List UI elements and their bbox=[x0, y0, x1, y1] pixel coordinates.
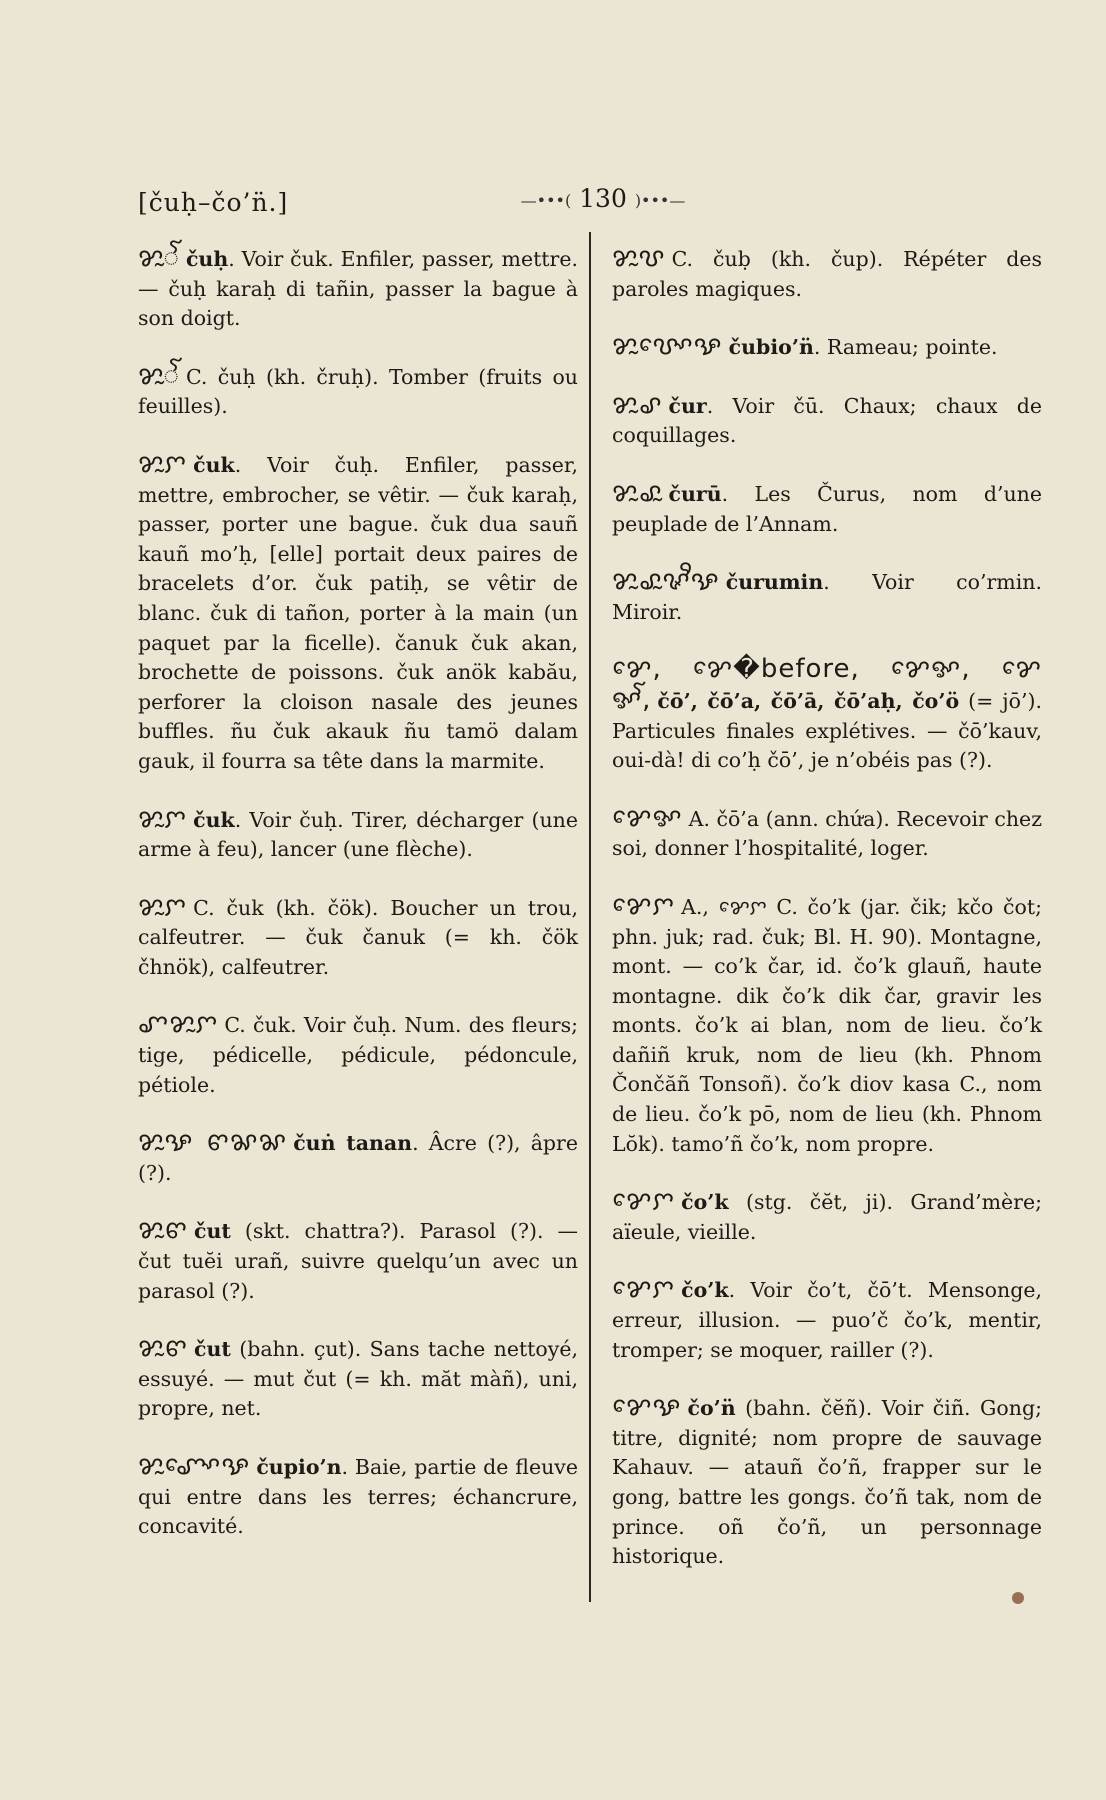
romanized-headword: čubio’n̈ bbox=[728, 335, 814, 360]
romanized-headword: čō’, čō’a, čō’ā, čō’aḥ, čo’ö bbox=[657, 688, 960, 713]
dictionary-entry bbox=[612, 804, 1042, 864]
dictionary-entry bbox=[138, 244, 578, 334]
dictionary-entry bbox=[612, 1393, 1042, 1572]
romanized-headword: čo’k bbox=[681, 1278, 729, 1303]
cham-script-headword: ꨌꨭꨝ bbox=[612, 243, 666, 273]
left-column bbox=[138, 244, 578, 1570]
cham-script-headword: ꨌꨭꨆ bbox=[138, 448, 188, 479]
paper-stain bbox=[1012, 1592, 1024, 1604]
romanized-headword: čurumin bbox=[725, 570, 824, 595]
cham-script-headword: ꨌꨭꨝꨳꨯꨊ bbox=[612, 331, 723, 362]
romanized-headword: čut bbox=[194, 1219, 231, 1244]
dictionary-entry bbox=[612, 1275, 1042, 1365]
dictionary-entry bbox=[138, 362, 578, 422]
cham-script-headword: ꨌꨯꨀ bbox=[612, 802, 683, 833]
cham-script-headword: ꨌꨭꨓ bbox=[138, 1215, 188, 1246]
entry-definition: . Les Čurus, nom d’une peuplade de l’Annam. bbox=[612, 481, 1042, 536]
cham-script-headword: ꨌꨭꨆ bbox=[138, 803, 188, 834]
cham-script-headword: ꨌꨭꨣꨭ bbox=[612, 477, 663, 508]
entry-definition: (bahn. çut). Sans tache nettoyé, essuyé. — mut čut (= kh. măt màñ), uni, propre, net. bbox=[138, 1337, 578, 1421]
dictionary-entry bbox=[612, 567, 1042, 627]
cham-script-headword: ꨌꨭꨣ bbox=[612, 389, 663, 420]
romanized-headword: čuṅ tanan bbox=[293, 1131, 413, 1156]
dictionary-entry bbox=[138, 893, 578, 983]
romanized-headword: čur bbox=[668, 393, 707, 418]
dictionary-entry bbox=[138, 1128, 578, 1188]
cham-script-headword: ꨌꨭꨆ bbox=[138, 891, 188, 922]
entry-definition: . Voir co’rmin. Miroir. bbox=[612, 570, 1042, 624]
romanized-headword: čo’n̈ bbox=[687, 1396, 736, 1421]
romanized-headword: čurū bbox=[668, 481, 722, 506]
dictionary-entry bbox=[138, 1334, 578, 1424]
entry-definition: . Rameau; pointe. bbox=[813, 335, 998, 360]
dictionary-entry bbox=[612, 332, 1042, 363]
entry-definition: . Voir čuḥ. Tirer, décharger (une arme à feu), lancer (une flèche). bbox=[138, 807, 578, 862]
entry-definition: (skt. chattra?). Parasol (?). — čut tuĕi urañ, suivre quelqu’un avec un parasol (?). bbox=[138, 1219, 578, 1303]
entry-definition: C. čuḥ (kh. čruḥ). Tomber (fruits ou feuilles). bbox=[138, 364, 578, 419]
ornament-right: )•••— bbox=[634, 191, 686, 210]
right-column bbox=[612, 244, 1042, 1600]
entry-definition: C. čuk (kh. čök). Boucher un trou, calfeutrer. — čuk čanuk (= kh. čök čhnök), calfeutrer. bbox=[138, 895, 578, 979]
dictionary-entry bbox=[612, 1187, 1042, 1247]
dictionary-entry bbox=[612, 892, 1042, 1159]
cham-script-headword: ꨌꨯꨆ bbox=[612, 1274, 676, 1305]
cham-script-headword: ꨚꨌꨭꨆ bbox=[138, 1009, 219, 1040]
cham-script-headword: ꨌꨯꨆ bbox=[612, 890, 676, 921]
dictionary-entry bbox=[612, 244, 1042, 304]
entry-definition: (stg. čĕt, ji). Grand’mère; aïeule, vieille. bbox=[612, 1190, 1042, 1244]
ornament-left: —•••( bbox=[520, 191, 572, 210]
entry-definition: (bahn. čĕñ). Voir čiñ. Gong; titre, dignité; nom propre de sauvage Kahauv. — atauñ čo’ñ, frapper sur le gong, battre les gongs. čo’ñ tak, nom de prince. oñ čo’ñ, un personnage historique. bbox=[612, 1396, 1042, 1569]
cham-script-headword: ꨌꨭꨚꨳꨯꨊ bbox=[138, 1451, 251, 1481]
cham-script-headword: ꨌꨯꨊ bbox=[612, 1392, 682, 1423]
romanized-headword: čuk bbox=[193, 807, 235, 832]
entry-definition: A. čō’a (ann. chứa). Recevoir chez soi, donner l’hospitalité, loger. bbox=[612, 806, 1042, 861]
cham-script-headword: ꨌꨭꨣꨭꨟꨪꨊ bbox=[612, 566, 720, 597]
cham-script-headword: ꨌꨭꨓ bbox=[138, 1333, 188, 1364]
entry-definition: C. čuk. Voir čuḥ. Num. des fleurs; tige, pédicelle, pédicule, pédoncule, pétiole. bbox=[138, 1013, 578, 1097]
dictionary-entry bbox=[138, 805, 578, 865]
dictionary-entry bbox=[138, 1010, 578, 1100]
entry-definition: A., ꨌꨯꨆ C. čo’k (jar. čik; kčo čot; phn. juk; rad. čuk; Bl. H. 90). Montagne, mont. — co’k čar, id. čo’k glauñ, haute montagne. dik čo’k dik čar, gravir les monts. čo’k ai blan, nom de lieu. čo’k dañiñ kruk, nom de lieu (kh. Phnom Čončăñ Tonsoñ). čo’k diov kasa C., nom de lieu. čo’k pō, nom de lieu (kh. Phnom Lŏk). tamo’ñ čo’k, nom propre. bbox=[612, 894, 1042, 1156]
entry-definition: . Voir čo’t, čō’t. Mensonge, erreur, illusion. — puo’č čo’k, mentir, tromper; se moquer, railler (?). bbox=[612, 1278, 1042, 1362]
romanized-headword: čo’k bbox=[681, 1190, 729, 1215]
column-divider bbox=[589, 232, 591, 1602]
dictionary-entry bbox=[138, 1216, 578, 1306]
entry-definition: (= jō’). Particules finales explétives. — čō’kauv, oui-dà! di co’ḥ čō’, je n’obéis pas (?). bbox=[612, 688, 1042, 773]
dictionary-entry bbox=[138, 1452, 578, 1542]
page-number-block bbox=[488, 184, 718, 213]
cham-script-headword: ꨌꨭꨱ bbox=[138, 243, 180, 273]
cham-script-headword: ꨌꨭꨱ bbox=[138, 360, 180, 391]
dictionary-entry bbox=[612, 391, 1042, 451]
entry-definition: . Voir čuk. Enfiler, passer, mettre. — čuḥ karaḥ di tañin, passer la bague à son doigt. bbox=[138, 247, 578, 331]
entry-definition: . Baie, partie de fleuve qui entre dans les terres; échancrure, concavité. bbox=[138, 1455, 578, 1539]
romanized-headword: čuḥ bbox=[185, 247, 229, 271]
dictionary-entry bbox=[138, 450, 578, 777]
dictionary-entry bbox=[612, 479, 1042, 539]
running-head bbox=[138, 184, 968, 228]
dictionary-entry bbox=[612, 655, 1042, 775]
romanized-headword: čupio’n bbox=[256, 1455, 342, 1479]
running-head-range: [čuḥ–čo’n̈.] bbox=[138, 188, 289, 217]
cham-script-headword: ꨌꨭꨊ ꨓꨗꨗ bbox=[138, 1127, 288, 1158]
entry-definition: C. čuḅ (kh. čup). Répéter des paroles magiques. bbox=[612, 247, 1042, 301]
entry-definition: . Voir čū. Chaux; chaux de coquillages. bbox=[612, 393, 1042, 448]
cham-script-headword: ꨌꨯꨆ bbox=[612, 1186, 676, 1217]
entry-definition: . Voir čuḥ. Enfiler, passer, mettre, embrocher, se vêtir. — čuk karaḥ, passer, porter une bague. čuk dua sauñ kauñ mo’ḥ, [elle] portait deux paires de bracelets d’or. čuk patiḥ, se vêtir de blanc. čuk di tañon, porter à la main (un paquet par la ficelle). čanuk čuk akan, brochette de poissons. čuk anök kabău, perforer la cloison nasale des jeunes buffles. ñu čuk akauk ñu tamö dalam gauk, il fourra sa tête dans la marmite. bbox=[138, 452, 578, 773]
entry-definition: . Âcre (?), âpre (?). bbox=[138, 1131, 578, 1185]
page-number: 130 bbox=[579, 184, 627, 213]
romanized-headword: čuk bbox=[193, 452, 235, 477]
cham-script-headword: ꨌꨯ, ꨌꨯ�before, ꨌꨯꨀ, ꨌꨯꨀꨱ, bbox=[612, 654, 1042, 715]
romanized-headword: čut bbox=[194, 1337, 231, 1362]
